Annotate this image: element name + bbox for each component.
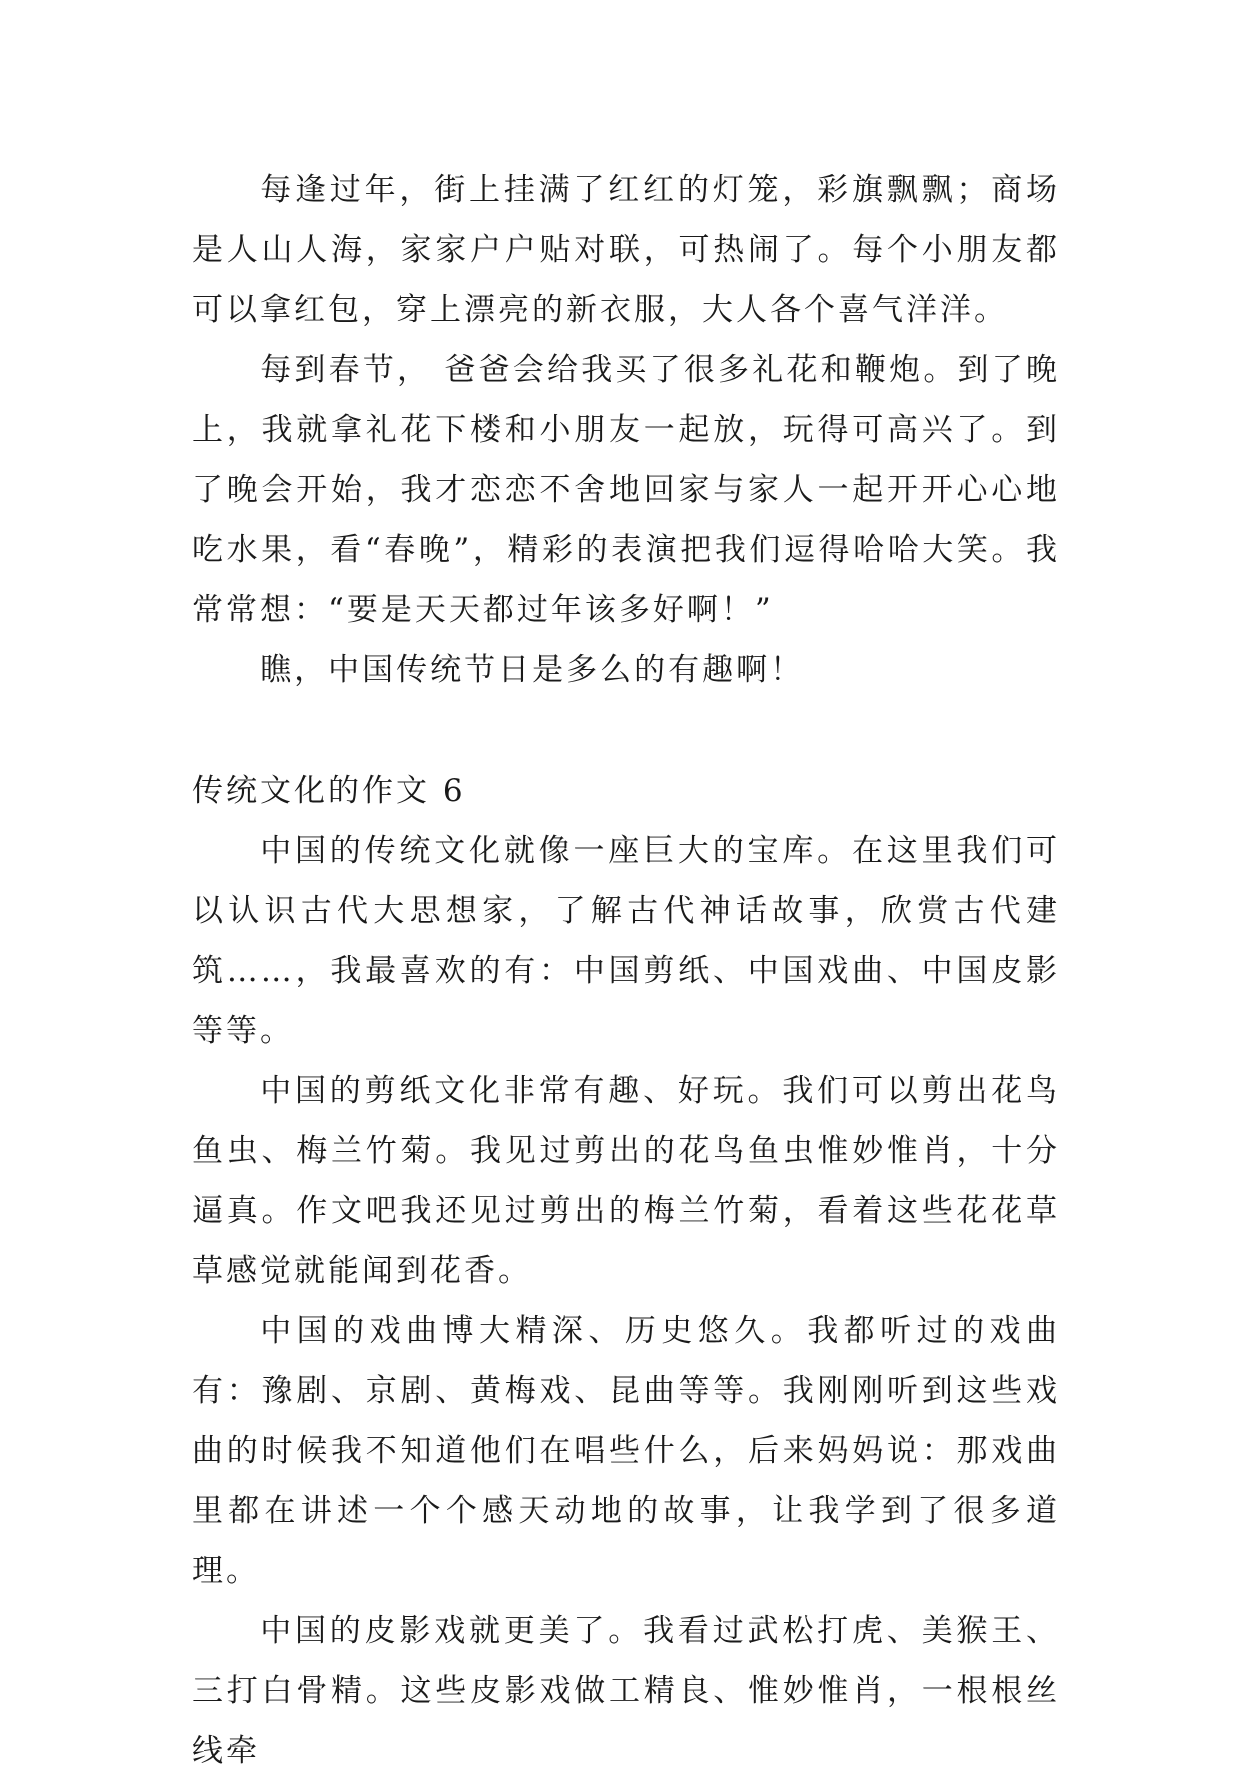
paragraph: 中国的剪纸文化非常有趣、好玩。我们可以剪出花鸟鱼虫、梅兰竹菊。我见过剪出的花鸟鱼虫惟妙惟肖，十分逼真。作文吧我还见过剪出的梅兰竹菊，看着这些花花草草感觉就能闻到花香。: [192, 1073, 1060, 1289]
section-heading: 传统文化的作文 6: [192, 773, 466, 809]
paragraph: 每逢过年，街上挂满了红红的灯笼，彩旗飘飘；商场是人山人海，家家户户贴对联，可热闹了。每个小朋友都可以拿红包，穿上漂亮的新衣服，大人各个喜气洋洋。: [192, 172, 1060, 328]
paragraph: 中国的皮影戏就更美了。我看过武松打虎、美猴王、三打白骨精。这些皮影戏做工精良、惟妙惟肖，一根根丝线牵: [192, 1613, 1060, 1769]
paragraph: 中国的传统文化就像一座巨大的宝库。在这里我们可以认识古代大思想家，了解古代神话故事，欣赏古代建筑……，我最喜欢的有：中国剪纸、中国戏曲、中国皮影等等。: [192, 833, 1060, 1049]
paragraph: 瞧，中国传统节日是多么的有趣啊！: [260, 652, 805, 688]
document-page: [192, 160, 1060, 1781]
paragraph: 中国的戏曲博大精深、历史悠久。我都听过的戏曲有：豫剧、京剧、黄梅戏、昆曲等等。我刚刚听到这些戏曲的时候我不知道他们在唱些什么，后来妈妈说：那戏曲里都在讲述一个个感天动地的故事，让我学到了很多道理。: [192, 1313, 1060, 1589]
paragraph: 每到春节， 爸爸会给我买了很多礼花和鞭炮。到了晚上，我就拿礼花下楼和小朋友一起放，玩得可高兴了。到了晚会开始，我才恋恋不舍地回家与家人一起开开心心地吃水果，看“春晚”，精彩的表演把我们逗得哈哈大笑。我常常想：“要是天天都过年该多好啊！”: [192, 352, 1060, 628]
